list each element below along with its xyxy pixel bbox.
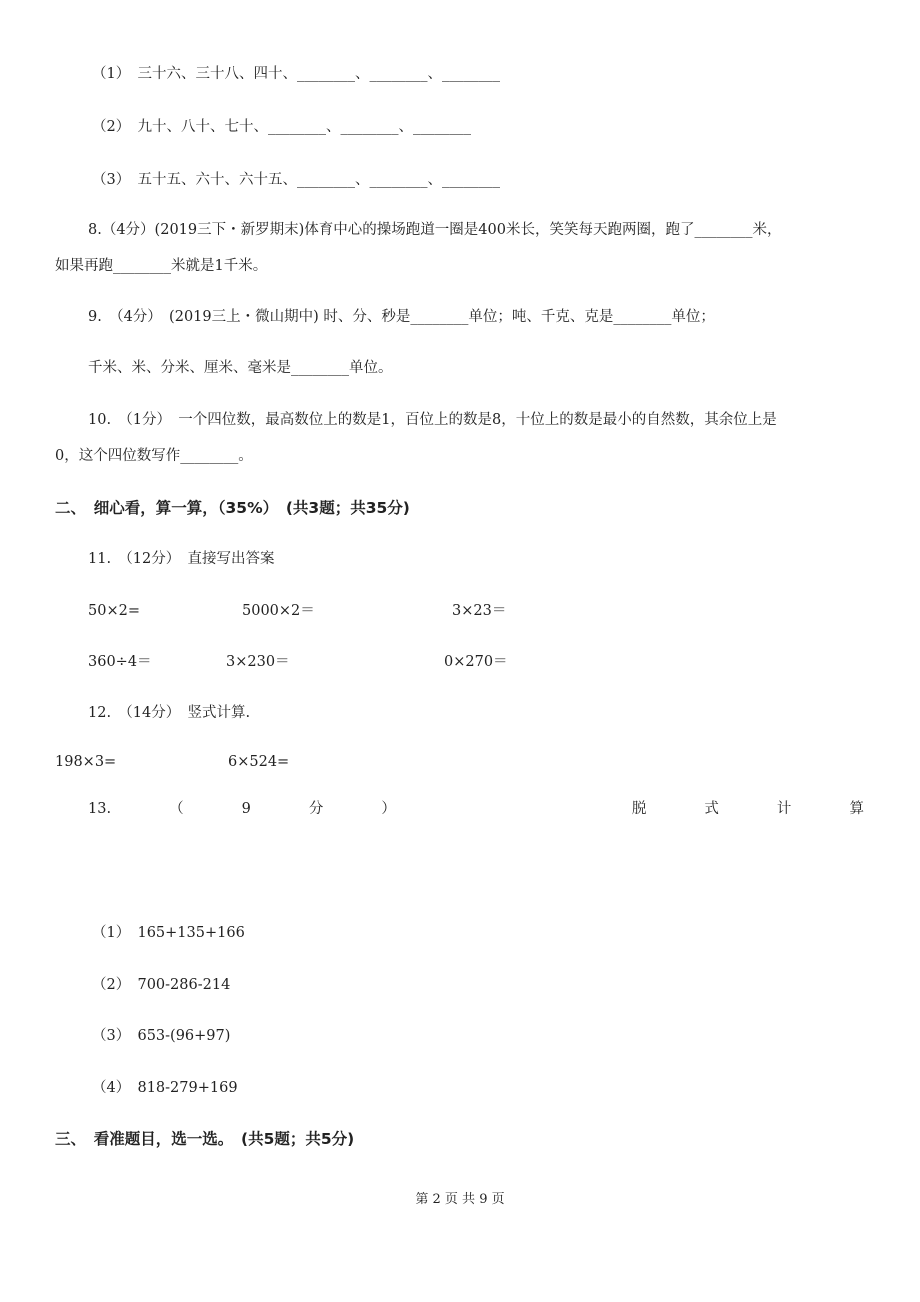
section-2-heading: 二、 细心看，算一算，（35%） (共3题；共35分) — [55, 499, 410, 517]
q10-line-2: 0，这个四位数写作________。 — [55, 448, 253, 464]
q13-points-unit: 分 — [308, 801, 324, 817]
q10-line-1: 10. （1分） 一个四位数，最高数位上的数是1，百位上的数是8，十位上的数是最小的自然数，其余位上是 — [88, 412, 777, 428]
page-footer: 第 2 页 共 9 页 — [415, 1192, 505, 1207]
q13-points: 9 — [241, 801, 251, 817]
q8-line-2: 如果再跑________米就是1千米。 — [55, 258, 268, 274]
q11-title: 11. （12分） 直接写出答案 — [88, 551, 275, 567]
q12-expr-2: 6×524= — [228, 754, 290, 770]
q13-item-1: （1） 165+135+166 — [92, 925, 245, 941]
q11-expr-1: 50×2= — [88, 603, 140, 619]
q9-line-2: 千米、米、分米、厘米、毫米是________单位。 — [88, 360, 393, 376]
q9-line-1: 9. （4分） (2019三上・微山期中) 时、分、秒是________单位；吨、千克、克是________单位； — [88, 309, 715, 325]
section-3-heading: 三、 看准题目，选一选。 (共5题；共5分) — [55, 1130, 355, 1148]
q13-paren-close: ） — [381, 801, 396, 817]
q13-item-4: （4） 818-279+169 — [92, 1080, 238, 1096]
q11-expr-2: 5000×2＝ — [242, 603, 315, 619]
q13-word-1: 脱 — [631, 801, 647, 817]
q11-expr-4: 360÷4＝ — [88, 654, 152, 670]
q11-expr-6: 0×270＝ — [444, 654, 508, 670]
q7-item-3: （3） 五十五、六十、六十五、________、________、________ — [92, 172, 500, 188]
q7-item-2: （2） 九十、八十、七十、________、________、________ — [92, 119, 471, 135]
q13-word-4: 算 — [849, 801, 864, 817]
q8-line-1: 8.（4分）(2019三下・新罗期末)体育中心的操场跑道一圈是400米长，笑笑每天跑两圈，跑了________米， — [88, 222, 782, 238]
q13-paren-open: （ — [169, 801, 184, 817]
q13-number: 13. — [88, 801, 112, 817]
q13-item-2: （2） 700-286-214 — [92, 977, 231, 993]
q13-title — [88, 799, 864, 819]
q13-word-2: 式 — [704, 801, 719, 817]
q12-title: 12. （14分） 竖式计算. — [88, 705, 251, 721]
q13-word-3: 计 — [776, 801, 792, 817]
q11-expr-3: 3×23＝ — [452, 603, 507, 619]
q11-expr-5: 3×230＝ — [226, 654, 290, 670]
q12-expr-1: 198×3= — [55, 754, 117, 770]
q7-item-1: （1） 三十六、三十八、四十、________、________、________ — [92, 66, 500, 82]
q13-item-3: （3） 653-(96+97) — [92, 1028, 231, 1044]
